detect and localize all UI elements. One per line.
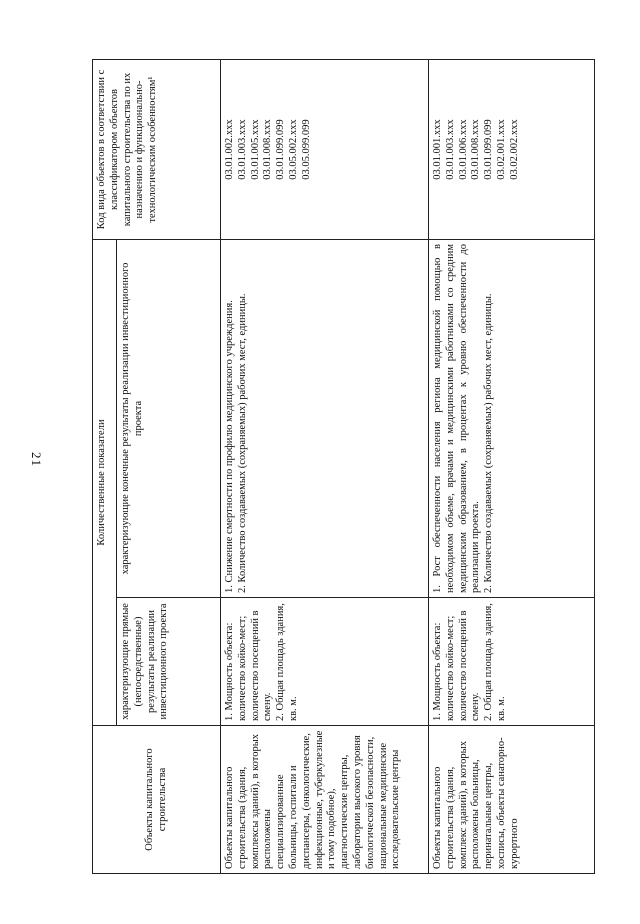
- direct-results-cell: [429, 598, 595, 726]
- table-row: [429, 60, 595, 874]
- header-quantitative: Количественные показатели: [93, 240, 117, 726]
- code-cell: [429, 60, 595, 240]
- direct-item: 2. Общая площадь здания, кв. м.: [275, 603, 299, 721]
- code-cell: [221, 60, 429, 240]
- rotated-table-wrapper: [92, 60, 594, 874]
- code-item: 03.01.008.xxx: [470, 119, 482, 180]
- code-item: 03.05.099.099: [300, 119, 312, 180]
- direct-results-cell: [221, 598, 429, 726]
- code-item: 03.01.003.xxx: [444, 119, 456, 180]
- code-item: 03.01.003.xxx: [236, 119, 248, 180]
- table-row: [221, 60, 429, 874]
- code-item: 03.05.002.xxx: [287, 119, 299, 180]
- code-item: 03.01.005.xxx: [249, 119, 261, 180]
- header-final-results: характеризующие конечные результаты реализации инвестиционного проекта: [117, 240, 221, 598]
- code-item: 03.02.002.xxx: [508, 119, 520, 180]
- final-item: 1. Снижение смертности по профилю медицинского учреждения.: [224, 300, 235, 593]
- code-item: 03.01.002.xxx: [224, 119, 235, 180]
- indicators-table: [92, 59, 595, 874]
- final-item: 2. Количество создаваемых (сохраняемых) рабочих мест, единицы.: [236, 293, 248, 593]
- final-item: 2. Количество создаваемых (сохраняемых) рабочих мест, единицы.: [483, 293, 495, 593]
- header-code: Код вида объектов в соответствии с классификатором объектов капитального строительства по их назначению и функционально-технологическим особенностям¹: [93, 60, 221, 240]
- direct-item: 1. Мощность объекта: количество койко-мест; количество посещений в смену.: [432, 610, 482, 721]
- final-results-cell: [221, 240, 429, 598]
- code-item: 03.01.099.099: [483, 119, 495, 180]
- code-item: 03.01.099.099: [275, 119, 287, 180]
- final-item: 1. Рост обеспеченности населения региона медицинской помощью в необходимом объеме, врачами и медицинскими работниками со средним медицинским образованием, в процентах к уровню обеспеченности до реализации проекта.: [432, 244, 482, 593]
- header-objects: Объекты капитального строительства: [93, 726, 221, 874]
- code-item: 03.01.001.xxx: [432, 119, 443, 180]
- code-item: 03.01.006.xxx: [457, 119, 469, 180]
- code-item: 03.01.008.xxx: [262, 119, 274, 180]
- object-cell: Объекты капитального строительства (здания, комплексы зданий), в которых расположены специализированные больницы, госпитали и диспансеры, (онкологические, инфекционные, туберкулезные и тому подобное), диагностические центры, лаборатории высокого уровня биологической безопасности, национальные медицинские исследовательские центры: [221, 726, 429, 874]
- final-results-cell: [429, 240, 595, 598]
- header-direct-results: характеризующие прямые (непосредственные) результаты реализации инвестиционного проекта: [117, 598, 221, 726]
- direct-item: 1. Мощность объекта: количество койко-мест; количество посещений в смену.: [224, 610, 274, 721]
- object-cell: Объекты капитального строительства (здания, комплекс зданий), в которых расположены больницы, перинатальные центры, хосписы, объекты санаторно-курортного: [429, 726, 595, 874]
- direct-item: 2. Общая площадь здания, кв. м.: [483, 603, 507, 721]
- code-item: 03.02.001.xxx: [495, 119, 507, 180]
- page-number: 21: [29, 452, 44, 467]
